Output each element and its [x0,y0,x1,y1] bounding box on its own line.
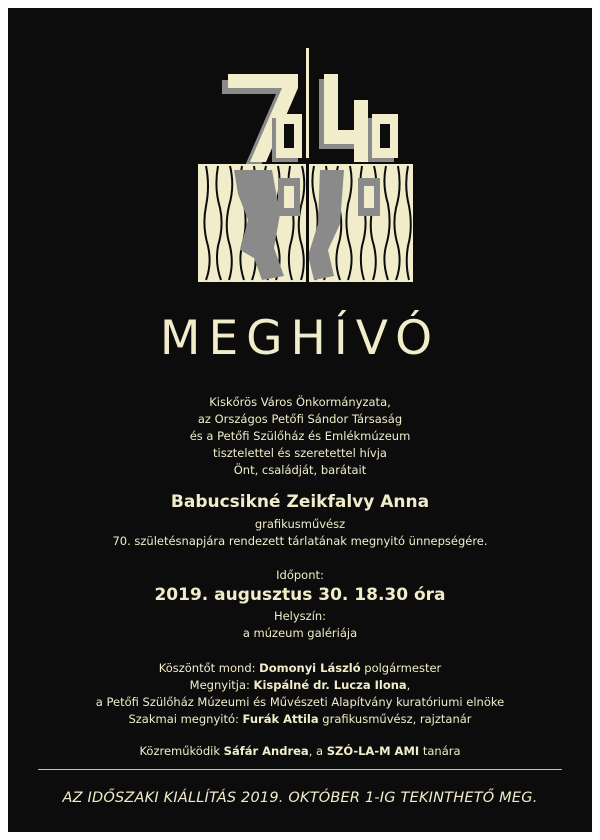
place-label: Helyszín: [273,609,327,623]
intro-line-4: tisztelettel és szeretettel hívja [213,446,387,460]
intro-line-3: és a Petőfi Szülőház és Emlékmúzeum [189,429,411,443]
woodcut-block [198,164,413,282]
place-value: a múzeum galériája [242,626,358,640]
divider [38,769,562,770]
greeting-line [8,660,592,676]
expert-name: Furák Attila [242,712,319,726]
time-value: 2019. augusztus 30. 18.30 óra [154,585,446,605]
music-line [8,743,592,759]
intro-line-5: Önt, családját, barátait [233,463,367,477]
music-name: Sáfár Andrea [223,744,309,758]
music-school: SZÓ-LA-M AMI [326,744,420,758]
opening-suffix: , [406,678,411,692]
numerals-top [222,48,398,168]
opening-line [8,677,592,693]
honoree-name: Babucsikné Zeikfalvy Anna [170,492,430,512]
greeting-role: polgármester [360,661,442,675]
music-role: tanára [419,744,461,758]
invitation-poster [8,8,592,832]
music-label: Közreműködik [139,744,224,758]
intro-line-1: Kiskőrös Város Önkormányzata, [209,395,391,409]
honoree-role: grafikusművész [254,517,346,531]
expert-line [8,711,592,727]
time-label: Időpont: [276,568,324,582]
honoree-occasion: 70. születésnapjára rendezett tárlatának megnyitó ünnepségére. [112,534,488,548]
intro-line-2: az Országos Petőfi Sándor Társaság [197,412,403,426]
greeting-label: Köszöntőt mond: [158,661,260,675]
opening-name: Kispálné dr. Lucza Ilona [253,678,407,692]
expert-role: grafikusművész, rajztanár [318,712,472,726]
opening-label: Megnyitja: [189,678,254,692]
anniversary-logo-icon [188,44,428,294]
greeting-name: Domonyi László [259,661,361,675]
page-title: MEGHÍVÓ [159,311,441,366]
music-mid: , a [308,744,327,758]
expert-label: Szakmai megnyitó: [128,712,243,726]
opening-role: a Petőfi Szülőház Múzeumi és Művészeti Alapítvány kuratóriumi elnöke [95,695,505,709]
footer-note: AZ IDŐSZAKI KIÁLLÍTÁS 2019. OKTÓBER 1-IG TEKINTHETŐ MEG. [62,790,538,806]
